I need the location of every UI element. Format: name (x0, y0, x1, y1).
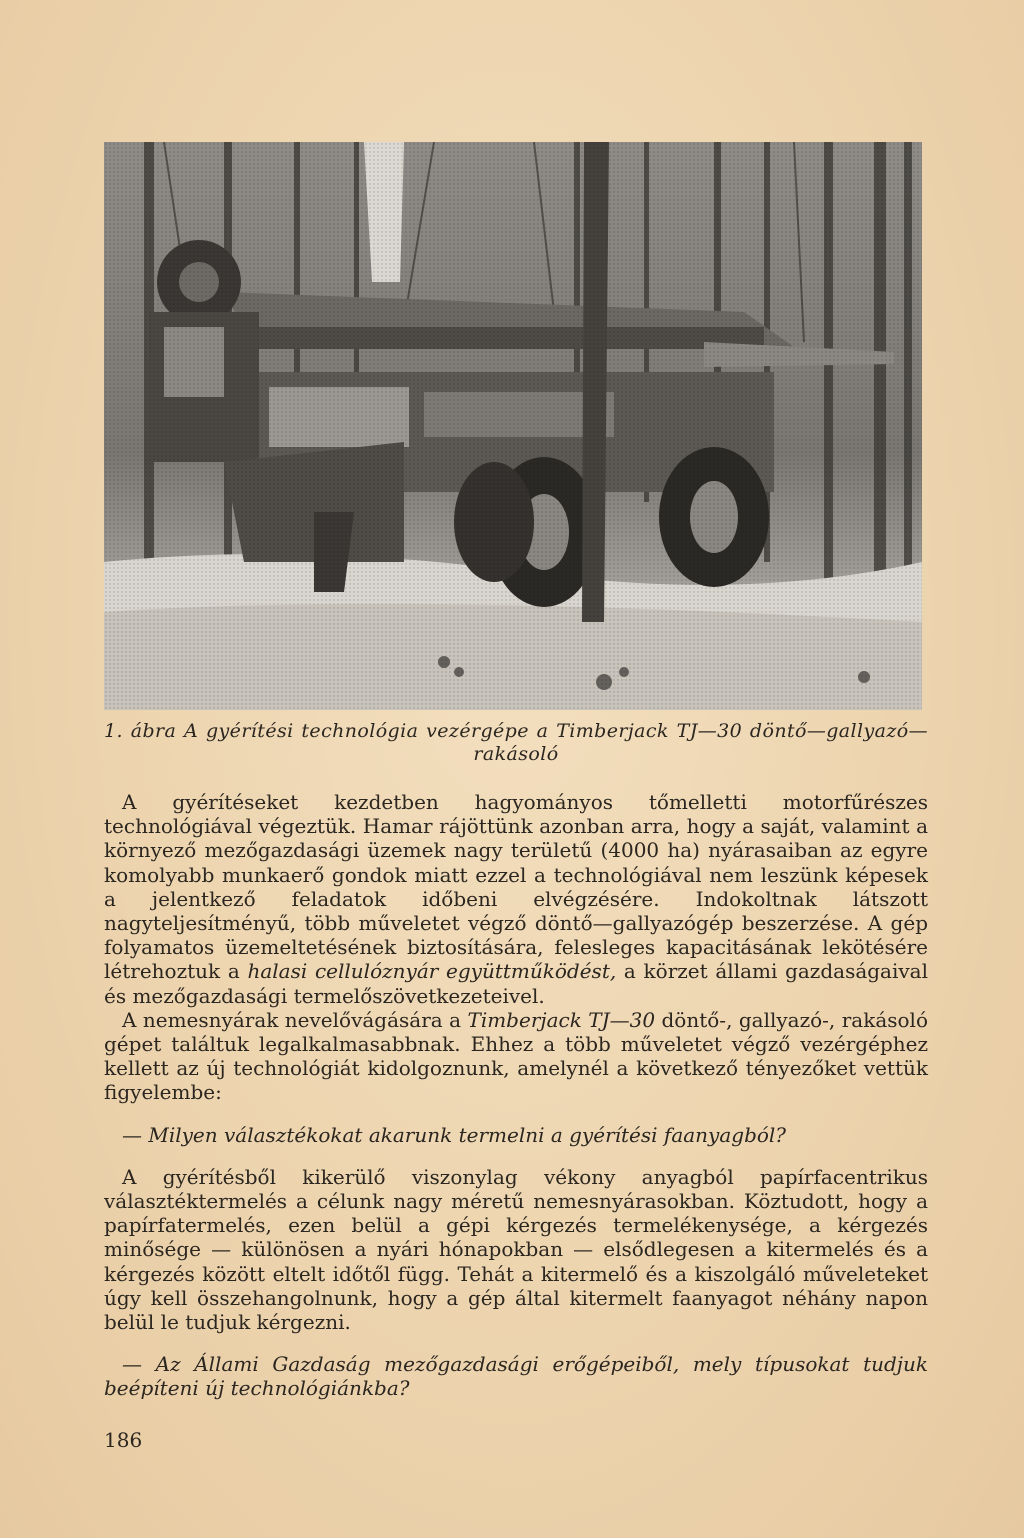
paragraph-1-text: A gyérítéseket kezdetben hagyományos tőmelletti motorfűrészes technológiával végeztük. Hamar rájöttünk azonban arra, hogy a saját, valamint a környező mezőgazdasági üzemek nagy területű (4000 ha) nyárasaiban az egyre komolyabb munkaerő gondok miatt ezzel a technológiával nem leszünk képesek a jelentkező feladatok időbeni elvégzésére. Indokoltnak látszott nagyteljesítményű, több műveletet végző döntő—gallyazógép beszerzése. A gép folyamatos üzemeltetésének biztosítására, felesleges kapacitásának lekötésére létrehoztuk a (104, 790, 928, 984)
page-number: 186 (104, 1428, 143, 1452)
paragraph-2 (104, 1008, 928, 1105)
paragraph-1-tail: a körzet állami gazdaságaival és mezőgazdasági termelőszövetkezeteivel. (104, 959, 928, 1008)
forestry-machine-photo (104, 142, 922, 710)
paragraph-2-emphasis: Timberjack TJ—30 (467, 1007, 656, 1032)
figure-caption (104, 720, 928, 766)
spacer (104, 1105, 928, 1123)
figure-caption-line-1: 1. ábra A gyérítési technológia vezérgépe a Timberjack TJ—30 döntő—gallyazó— (104, 720, 928, 742)
question-1: — Milyen választékokat akarunk termelni a gyérítési faanyagból? (122, 1122, 787, 1147)
body-text (104, 790, 928, 1401)
paragraph-2-head: A nemesnyárak nevelővágására a (122, 1007, 468, 1032)
spacer (104, 1147, 928, 1165)
figure-caption-line-2: rakásoló (473, 743, 559, 765)
spacer (104, 1334, 928, 1352)
question-2: — Az Állami Gazdaság mezőgazdasági erőgépeiből, mely típusokat tudjuk beépíteni új technológiánkba? (104, 1352, 928, 1401)
paragraph-3: A gyérítésből kikerülő viszonylag vékony anyagból papírfacentrikus választéktermelés a célunk nagy méretű nemesnyárasokban. Köztudott, hogy a papírfatermelés, ezen belül a gépi kérgezés termelékenysége, a kérgezés minősége — különösen a nyári hónapokban — elsődlegesen a kitermelés és a kérgezés között eltelt időtől függ. Tehát a kitermelő és a kiszolgáló műveleteket úgy kell összehangolnunk, hogy a gép által kitermelt faanyagot néhány napon belül le tudjuk kérgezni. (104, 1164, 928, 1335)
paragraph-2-tail: döntő-, gallyazó-, rakásoló gépet találtuk legalkalmasabbnak. Ehhez a több műveletet végző vezérgéphez kellett az új technológiát kidolgoznunk, amelynél a következő tényezőket vettük figyelembe: (104, 1007, 928, 1105)
paragraph-1 (104, 790, 928, 1008)
paragraph-1-emphasis: halasi cellulóznyár együttműködést, (247, 959, 617, 984)
halftone-photo-illustration (104, 142, 922, 710)
